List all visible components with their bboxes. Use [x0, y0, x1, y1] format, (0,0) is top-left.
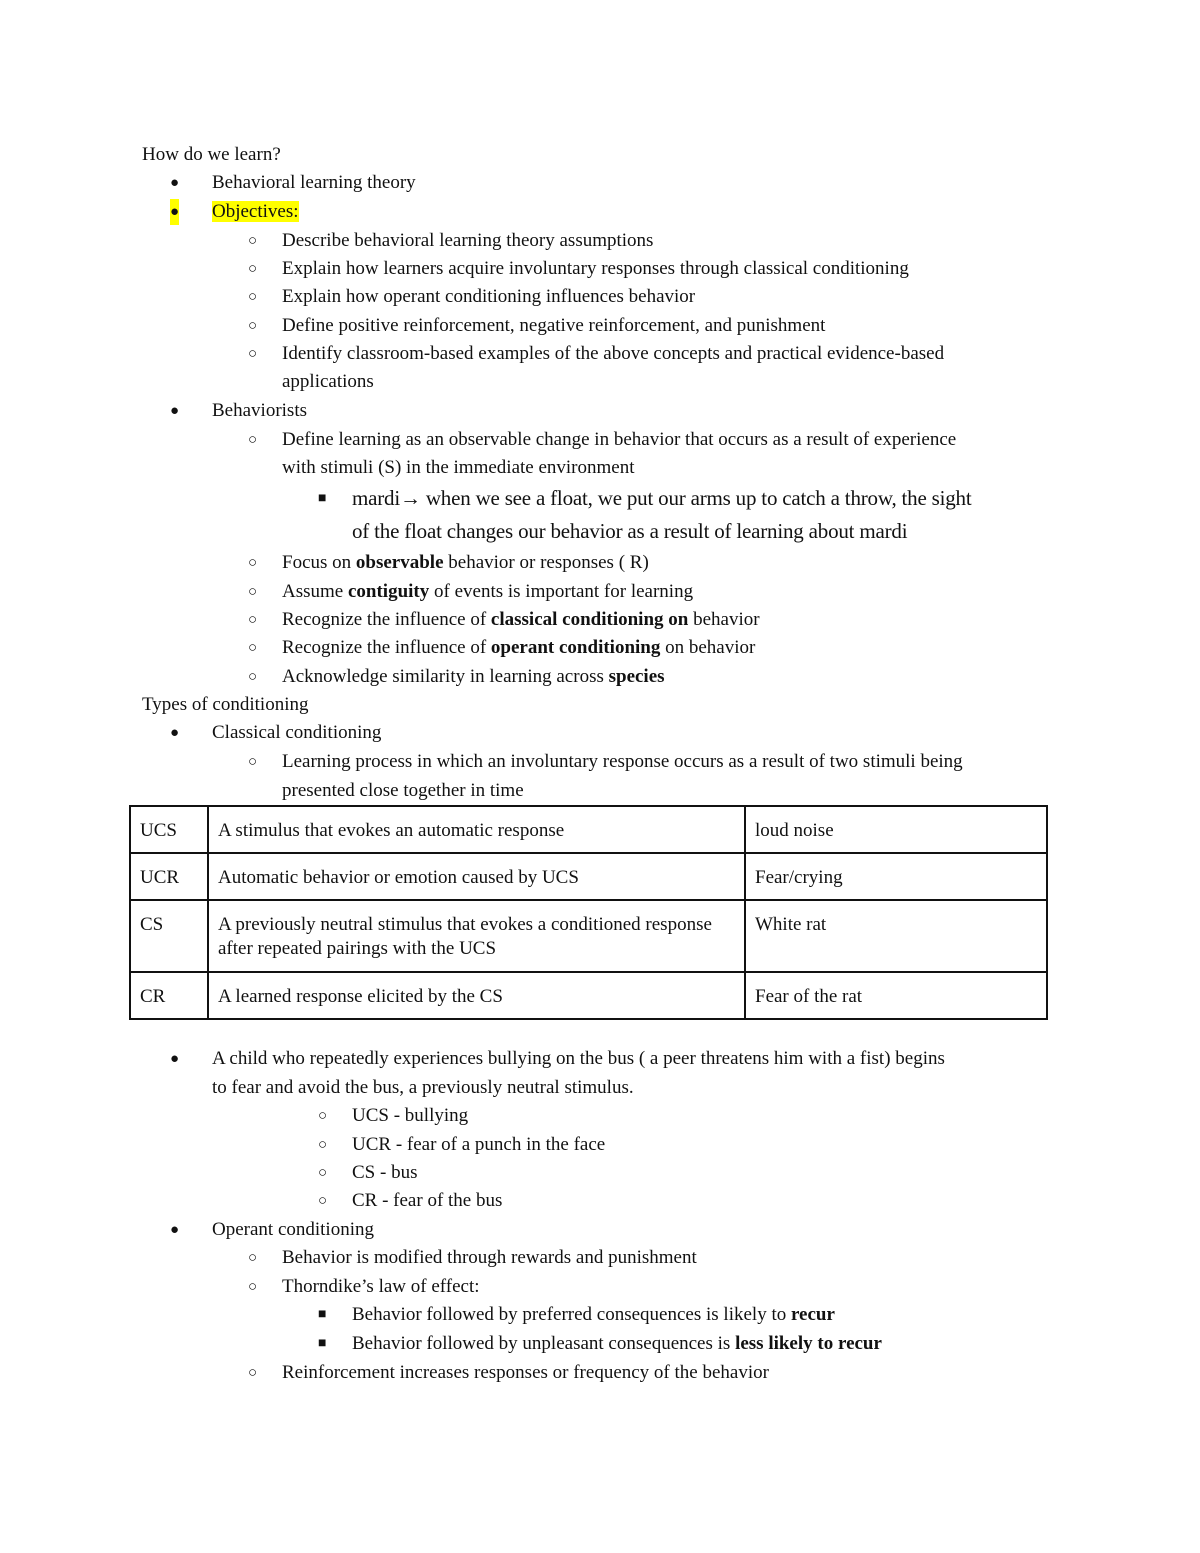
term-cell: CS — [130, 900, 208, 972]
objective-item: Identify classroom-based examples of the above concepts and practical evidence-based — [282, 343, 945, 364]
term-cell: CR — [130, 972, 208, 1019]
behavioral-theory-item: Behavioral learning theory — [212, 172, 416, 193]
bullet-hollow: ○ — [248, 233, 258, 249]
objective-item-continuation: applications — [282, 371, 374, 392]
definition-cell: A learned response elicited by the CS — [208, 972, 745, 1019]
bullet-hollow: ○ — [248, 1250, 258, 1266]
bullet-hollow: ○ — [248, 669, 258, 685]
bullet-hollow: ○ — [248, 346, 258, 362]
mardi-note-line1: mardi→ when we see a float, we put our arms up to catch a throw, the sight — [352, 486, 972, 510]
recognize-classical: Recognize the influence of classical conditioning on behavior — [282, 609, 760, 630]
objectives-label: Objectives: — [212, 201, 299, 222]
recognize-operant: Recognize the influence of operant conditioning on behavior — [282, 637, 756, 658]
bullet-hollow: ○ — [248, 754, 258, 770]
table-row — [130, 853, 1047, 900]
bullet-filled: ● — [170, 403, 180, 419]
definition-cell: A stimulus that evokes an automatic response — [208, 806, 745, 853]
classical-conditioning-label: Classical conditioning — [212, 722, 382, 743]
define-learning-line1: Define learning as an observable change in behavior that occurs as a result of experience — [282, 429, 957, 450]
page-heading: How do we learn? — [142, 144, 281, 165]
example-cell: Fear/crying — [745, 853, 1047, 900]
acknowledge-species: Acknowledge similarity in learning across species — [282, 666, 665, 687]
bullet-hollow: ○ — [318, 1193, 328, 1209]
term-cell: UCS — [130, 806, 208, 853]
example-cell: White rat — [745, 900, 1047, 972]
bullet-filled: ● — [170, 1051, 180, 1067]
child-example-line1: A child who repeatedly experiences bullying on the bus ( a peer threatens him with a fist) begins — [212, 1048, 945, 1069]
bullet-filled: ● — [170, 199, 179, 225]
bullet-hollow: ○ — [248, 640, 258, 656]
types-heading: Types of conditioning — [142, 694, 309, 715]
operant-modified: Behavior is modified through rewards and punishment — [282, 1247, 697, 1268]
bullet-filled: ● — [170, 175, 180, 191]
classical-desc-line1: Learning process in which an involuntary response occurs as a result of two stimuli being — [282, 751, 963, 772]
bullet-hollow: ○ — [248, 612, 258, 628]
assume-contiguity: Assume contiguity of events is important for learning — [282, 581, 694, 602]
unpleasant-consequences: Behavior followed by unpleasant consequences is less likely to recur — [352, 1333, 882, 1354]
define-learning-line2: with stimuli (S) in the immediate environment — [282, 457, 635, 478]
bullet-hollow: ○ — [248, 1365, 258, 1381]
bullet-hollow: ○ — [318, 1137, 328, 1153]
preferred-consequences: Behavior followed by preferred consequences is likely to recur — [352, 1304, 835, 1325]
bullet-hollow: ○ — [248, 555, 258, 571]
child-example-item: CS - bus — [352, 1162, 418, 1183]
operant-conditioning-label: Operant conditioning — [212, 1219, 374, 1240]
child-example-item: CR - fear of the bus — [352, 1190, 503, 1211]
bullet-hollow: ○ — [318, 1165, 328, 1181]
term-cell: UCR — [130, 853, 208, 900]
definition-cell: A previously neutral stimulus that evokes a conditioned response after repeated pairings with the UCS — [208, 900, 745, 972]
bullet-hollow: ○ — [318, 1108, 328, 1124]
child-example-item: UCS - bullying — [352, 1105, 469, 1126]
child-example-item: UCR - fear of a punch in the face — [352, 1134, 606, 1155]
table-row — [130, 972, 1047, 1019]
bullet-hollow: ○ — [248, 432, 258, 448]
bullet-hollow: ○ — [248, 261, 258, 277]
bullet-hollow: ○ — [248, 318, 258, 334]
child-example-line2: to fear and avoid the bus, a previously neutral stimulus. — [212, 1077, 634, 1098]
example-cell: Fear of the rat — [745, 972, 1047, 1019]
table-row — [130, 900, 1047, 972]
classical-desc-line2: presented close together in time — [282, 780, 524, 801]
definition-cell: Automatic behavior or emotion caused by UCS — [208, 853, 745, 900]
bullet-square: ■ — [318, 1307, 327, 1322]
focus-observable: Focus on observable behavior or responses ( R) — [282, 552, 649, 573]
reinforcement-item: Reinforcement increases responses or frequency of the behavior — [282, 1362, 769, 1383]
objective-item: Explain how operant conditioning influences behavior — [282, 286, 696, 307]
bullet-hollow: ○ — [248, 1279, 258, 1295]
objective-item: Describe behavioral learning theory assumptions — [282, 230, 654, 251]
conditioning-table — [129, 805, 1048, 1020]
bullet-hollow: ○ — [248, 584, 258, 600]
objective-item: Explain how learners acquire involuntary responses through classical conditioning — [282, 258, 909, 279]
bullet-hollow: ○ — [248, 289, 258, 305]
table-row — [130, 806, 1047, 853]
bullet-square: ■ — [318, 1336, 327, 1351]
bullet-filled: ● — [170, 1222, 180, 1238]
bullet-filled: ● — [170, 725, 180, 741]
objective-item: Define positive reinforcement, negative reinforcement, and punishment — [282, 315, 826, 336]
bullet-square: ■ — [318, 491, 327, 506]
example-cell: loud noise — [745, 806, 1047, 853]
mardi-note-line2: of the float changes our behavior as a result of learning about mardi — [352, 519, 908, 543]
behaviorists-label: Behaviorists — [212, 400, 307, 421]
thorndike-law: Thorndike’s law of effect: — [282, 1276, 480, 1297]
